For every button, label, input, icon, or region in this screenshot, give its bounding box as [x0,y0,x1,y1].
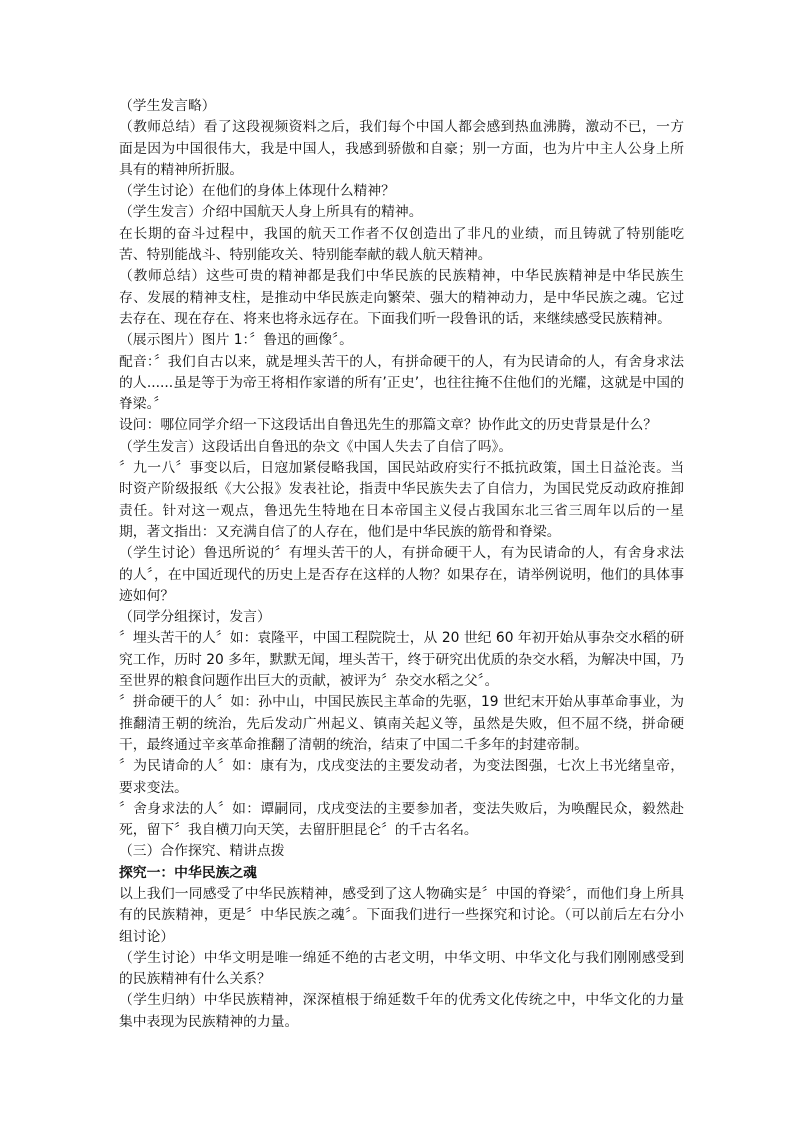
paragraph-teacher-summary-national-spirit: （教师总结）这些可贵的精神都是我们中华民族的民族精神，中华民族精神是中华民族生存、发展的精神支柱，是推动中华民族走向繁荣、强大的精神动力，是中华民族之魂。它过去存在、现在存在、将来也将永远存在。下面我们听一段鲁讯的话，来继续感受民族精神。 [119,268,684,327]
paragraph-student-speech-source: （学生发言）这段话出自鲁迅的杂文《中国人失去了自信了吗》。 [119,438,513,455]
paragraph-teacher-summary-video: （教师总结）看了这段视频资料之后，我们每个中国人都会感到热血沸腾，激动不已，一方面是因为中国很伟大，我是中国人，我感到骄傲和自豪；别一方面，也为片中主人公身上所具有的精神所折服。 [119,119,684,178]
paragraph-example-kang-youwei: 〞为民请命的人〞如：康有为，戊戌变法的主要发动者，为变法图强，七次上书光绪皇帝，要求变法。 [119,758,684,796]
paragraph-student-speech-astronauts: （学生发言）介绍中国航天人身上所具有的精神。 [119,204,423,221]
paragraph-student-discussion-figures: （学生讨论）鲁迅所说的〞有埋头苦干的人，有拼命硬干人，有为民请命的人，有舍身求法的人〞，在中国近现代的历史上是否存在这样的人物？如果存在，请举例说明，他们的具体事迹如何？ [119,545,684,604]
paragraph-group-discussion: （同学分组探讨，发言） [119,609,271,626]
paragraph-voiceover-quote: 配音：〞我们自古以来，就是埋头苦干的人，有拼命硬干的人，有为民请命的人，有舍身求法的人......虽是等于为帝王将相作家谱的所有’正史’，也往往掩不住他们的光耀，这就是中国的脊梁。〞 [119,353,684,413]
paragraph-example-yuan-longping: 〞埋头苦干的人〞如：袁隆平，中国工程院院士，从 20 世纪 60 年初开始从事杂交水稻的研究工作，历时 20 多年，默默无闻，埋头苦干，终于研究出优质的杂交水稻，为解决中国，乃至世界的粮食问题作出巨大的贡献，被评为〞杂交水稻之父〞。 [119,630,684,690]
paragraph-example-tan-sitong: 〞舍身求法的人〞如：谭嗣同，戊戌变法的主要参加者，变法失败后，为唤醒民众，毅然赴死，留下〞我自横刀向天笑，去留肝胆昆仑〞的千古名名。 [119,800,684,839]
paragraph-aerospace-spirit: 在长期的奋斗过程中，我国的航天工作者不仅创造出了非凡的业绩，而且铸就了特别能吃苦、特别能战斗、特别能攻关、特别能奉献的载人航天精神。 [119,225,684,264]
paragraph-student-discussion-civilization: （学生讨论）中华文明是唯一绵延不绝的古老文明，中华文明、中华文化与我们刚刚感受到的民族精神有什么关系？ [119,949,684,988]
paragraph-student-conclusion: （学生归纳）中华民族精神，深深植根于绵延数千年的优秀文化传统之中，中华文化的力量集中表现为民族精神的力量。 [119,992,684,1030]
paragraph-student-speech-omitted: （学生发言略） [119,98,216,114]
paragraph-historical-background: 〞九一八〞事变以后，日寇加紧侵略我国，国民站政府实行不抵抗政策，国土日益沦丧。当时资产阶级报纸《大公报》发表社论，指责中华民族失去了自信力，为国民党反动政府推卸责任。针对这一观点，鲁迅先生特地在日本帝国主义侵占我国东北三省三周年以后的一星期，著文指出：又充满自信了的人存在，他们是中华民族的筋骨和脊梁。 [119,460,684,540]
subsection-heading-inquiry-one: 探究一：中华民族之魂 [119,864,257,881]
paragraph-inquiry-intro: 以上我们一同感受了中华民族精神，感受到了这人物确实是〞中国的脊梁〞，而他们身上所具有的民族精神，更是〞中华民族之魂〞。下面我们进行一些探究和讨论。（可以前后左右分小组讨论） [119,885,684,945]
paragraph-show-picture: （展示图片）图片 1：〞鲁迅的画像〞。 [119,332,353,349]
paragraph-student-discussion-spirit: （学生讨论）在他们的身体上体现什么精神？ [119,183,395,200]
document-body [119,96,684,1033]
paragraph-question: 设问：哪位同学介绍一下这段话出自鲁迅先生的那篇文章？协作此文的历史背景是什么？ [119,417,658,434]
paragraph-example-sun-zhongshan: 〞拼命硬干的人〞如：孙中山，中国民族民主革命的先驱，19 世纪末开始从事革命事业，为推翻清王朝的统治，先后发动广州起义、镇南关起义等，虽然是失败，但不屈不绕，拼命硬干，最终通过辛亥革命推翻了清朝的统治，结束了中国二千多年的封建帝制。 [119,694,684,753]
section-heading-cooperative-inquiry: （三）合作探究、精讲点拨 [119,843,285,860]
